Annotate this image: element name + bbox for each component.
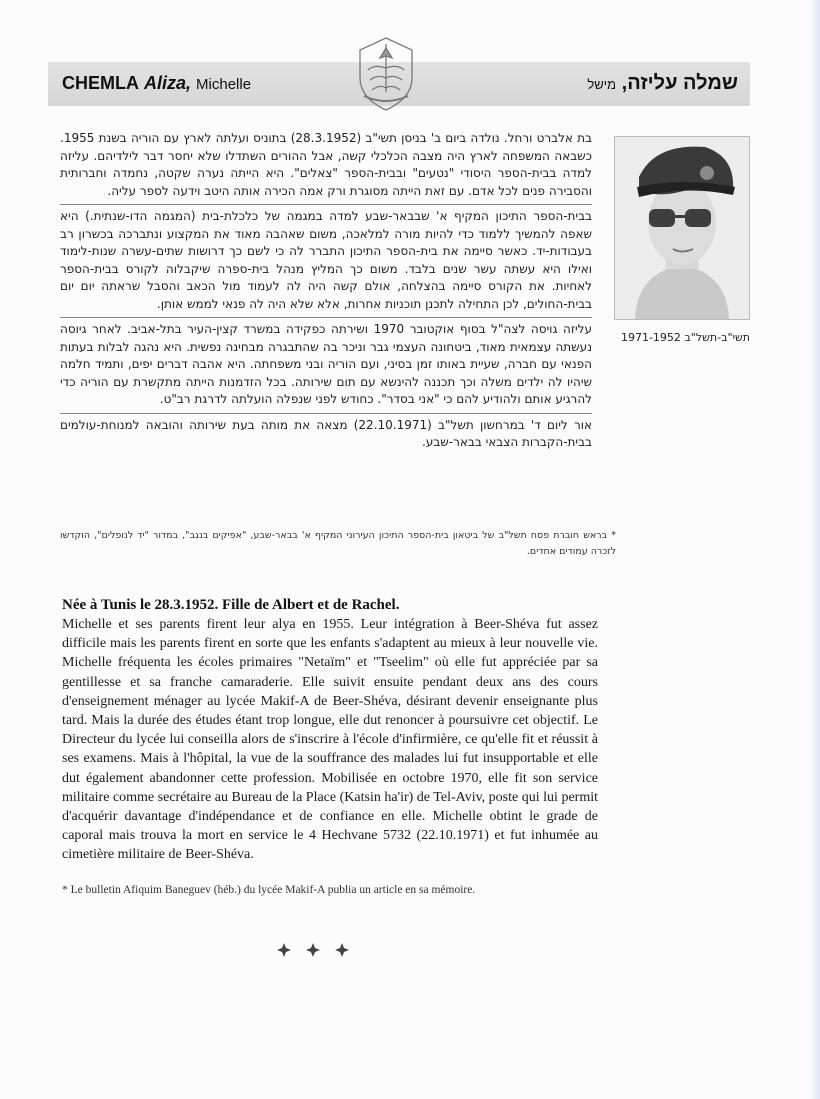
hebrew-paragraph-3: עליזה גויסה לצה"ל בסוף אוקטובר 1970 ושירתה כפקידה במשרד קצין-העיר בתל-אביב. לאחר גיוסה נעשתה עצמאית מאוד, ביטחונה העצמי גבר וניכר בה שהתבגרה מבחינה נפשית. היא נהגה לבלות בעתות הפנאי עם חברה, שעיית באותו זמן בסיני, ועם הוריה ובני משפחתה. היא אהבה דברים יפים, ותמיד חלמה שיהיו לה ילדים משלה וכך תכננה להינשא עם תום שירותה. בכל הזדמנות הייתה מתקשרת עם הוריה כדי להרגיע אותם ולהודיע להם כי "אני בסדר". כחודש לפני שנפלה הועלתה לדרגת רב"ט. (60, 317, 592, 413)
photo-caption: תשי"ב-תשל"ב 1971-1952 (620, 331, 750, 344)
french-title: Née à Tunis le 28.3.1952. Fille de Albert et de Rachel. (62, 597, 400, 613)
french-biography: Michelle et ses parents firent leur alya en 1955. Leur intégration à Beer-Shéva fut assez difficile mais les parents firent en sorte que les enfants s'adaptent au mieux à leur nouvelle vie. Michelle fréquenta les écoles primaires "Netaïm" et "Tseelim" où elle fut appréciée par sa gentillesse et sa franche camaraderie. Elle suivit ensuite pendant deux ans des cours d'enseignement ménager au lycée Makif-A de Beer-Shéva, désirant devenir enseignante plus tard. Mais la durée des études étant trop longue, elle dut renoncer à poursuivre cet objectif. Le Directeur du lycée lui conseilla alors de s'inscrire à l'école d'infirmière, ce qu'elle fit et réussit à ses examens. Mais à l'hôpital, la vue de la souffrance des malades lui fut insupportable et elle dut également abandonner cette profession. Mobilisée en octobre 1970, elle fit son service militaire comme secrétaire au Bureau de la Place (Katsin ha'ir) de Tel-Aviv, poste qui lui permit d'acquérir davantage d'indépendance et de confiance en elle. Michelle obtint le grade de caporal mais trouva la mort en service le 4 Hechvane 5732 (22.10.1971) et fut inhumée au cimetière militaire de Beer-Shéva. (62, 617, 598, 863)
name-hebrew-second: מישל (587, 77, 617, 92)
hebrew-footnote: * בראש חוברת פסח תשל"ב של ביטאון בית-הספר התיכון העירוני המקיף א' בבאר-שבע, "אפיקים בנגב", במדור "יד לנופלים", הוקדשו לזכרה עמודים אחדים. (60, 530, 616, 557)
hebrew-biography (60, 130, 592, 456)
hebrew-paragraph-1: בת אלברט ורחל. נולדה ביום ב' בניסן תשי"ב (28.3.1952) בתוניס ועלתה לארץ עם הוריה בשנת 1955. כשבאה המשפחה לארץ היה מצבה הכלכלי קשה, אבל ההורים השתדלו שלא יחסר דבר לילדיהם. עליזה למדה בבית-הספר היסודי "נטעים" ובבית-הספר "צאלים". היא הייתה נערה שקטה, נחמדה וחברותית והסבירה פנים לכל אדם. עם זאת הייתה מסוגרת ורק אמה הכירה אותה היטב וידעה לספר עליה. (60, 131, 592, 198)
hebrew-paragraph-4: אור ליום ד' במרחשון תשל"ב (22.10.1971) מצאה את מותה בעת שירותה והובאה למנוחת-עולמים בבית-הקברות הצבאי בבאר-שבע. (60, 413, 592, 456)
given-name-french: Aliza, (144, 73, 192, 93)
name-french (62, 73, 251, 94)
page-edge-shadow (810, 0, 820, 1099)
name-hebrew-main: שמלה עליזה, (621, 72, 738, 94)
surname-french: CHEMLA (62, 73, 139, 93)
hebrew-paragraph-2: בבית-הספר התיכון המקיף א' שבבאר-שבע למדה במגמה של כלכלת-בית (המגמה הדו-שנתית.) היא שאפה להמשיך ללמוד כדי להיות מורה למלאכה, משום שאהבה מאוד את המקצוע ונתברכה בכשרון רב בעבודות-יד. כאשר סיימה את בית-הספר התיכון התברר לה כי לשם כך דרושות שתים-עשרה שנות-לימוד ואילו היא עשתה עשר שנים בלבד. משום כך המליץ מנהל בית-ספרה שיקבלוה לקורס בבית-הספר לאחיות. את הקורס סיימה בהצלחה, אולם קשה היה לה לעמוד מול הכאב והסבל שראתה יום יום בבית-החולים, לכן התחילה לתכנן תוכניות אחרות, אלא שלא היה לה פנאי לממש אותן. (60, 204, 592, 317)
ornament-divider-icon (276, 942, 350, 958)
name-hebrew (587, 72, 738, 95)
second-name-french: Michelle (196, 76, 252, 93)
french-footnote: * Le bulletin Afiquim Baneguev (héb.) du lycée Makif-A publia un article en sa mémoire. (62, 884, 476, 896)
idf-emblem-icon (350, 34, 422, 114)
portrait-image (615, 137, 749, 319)
portrait-photo (614, 136, 750, 320)
